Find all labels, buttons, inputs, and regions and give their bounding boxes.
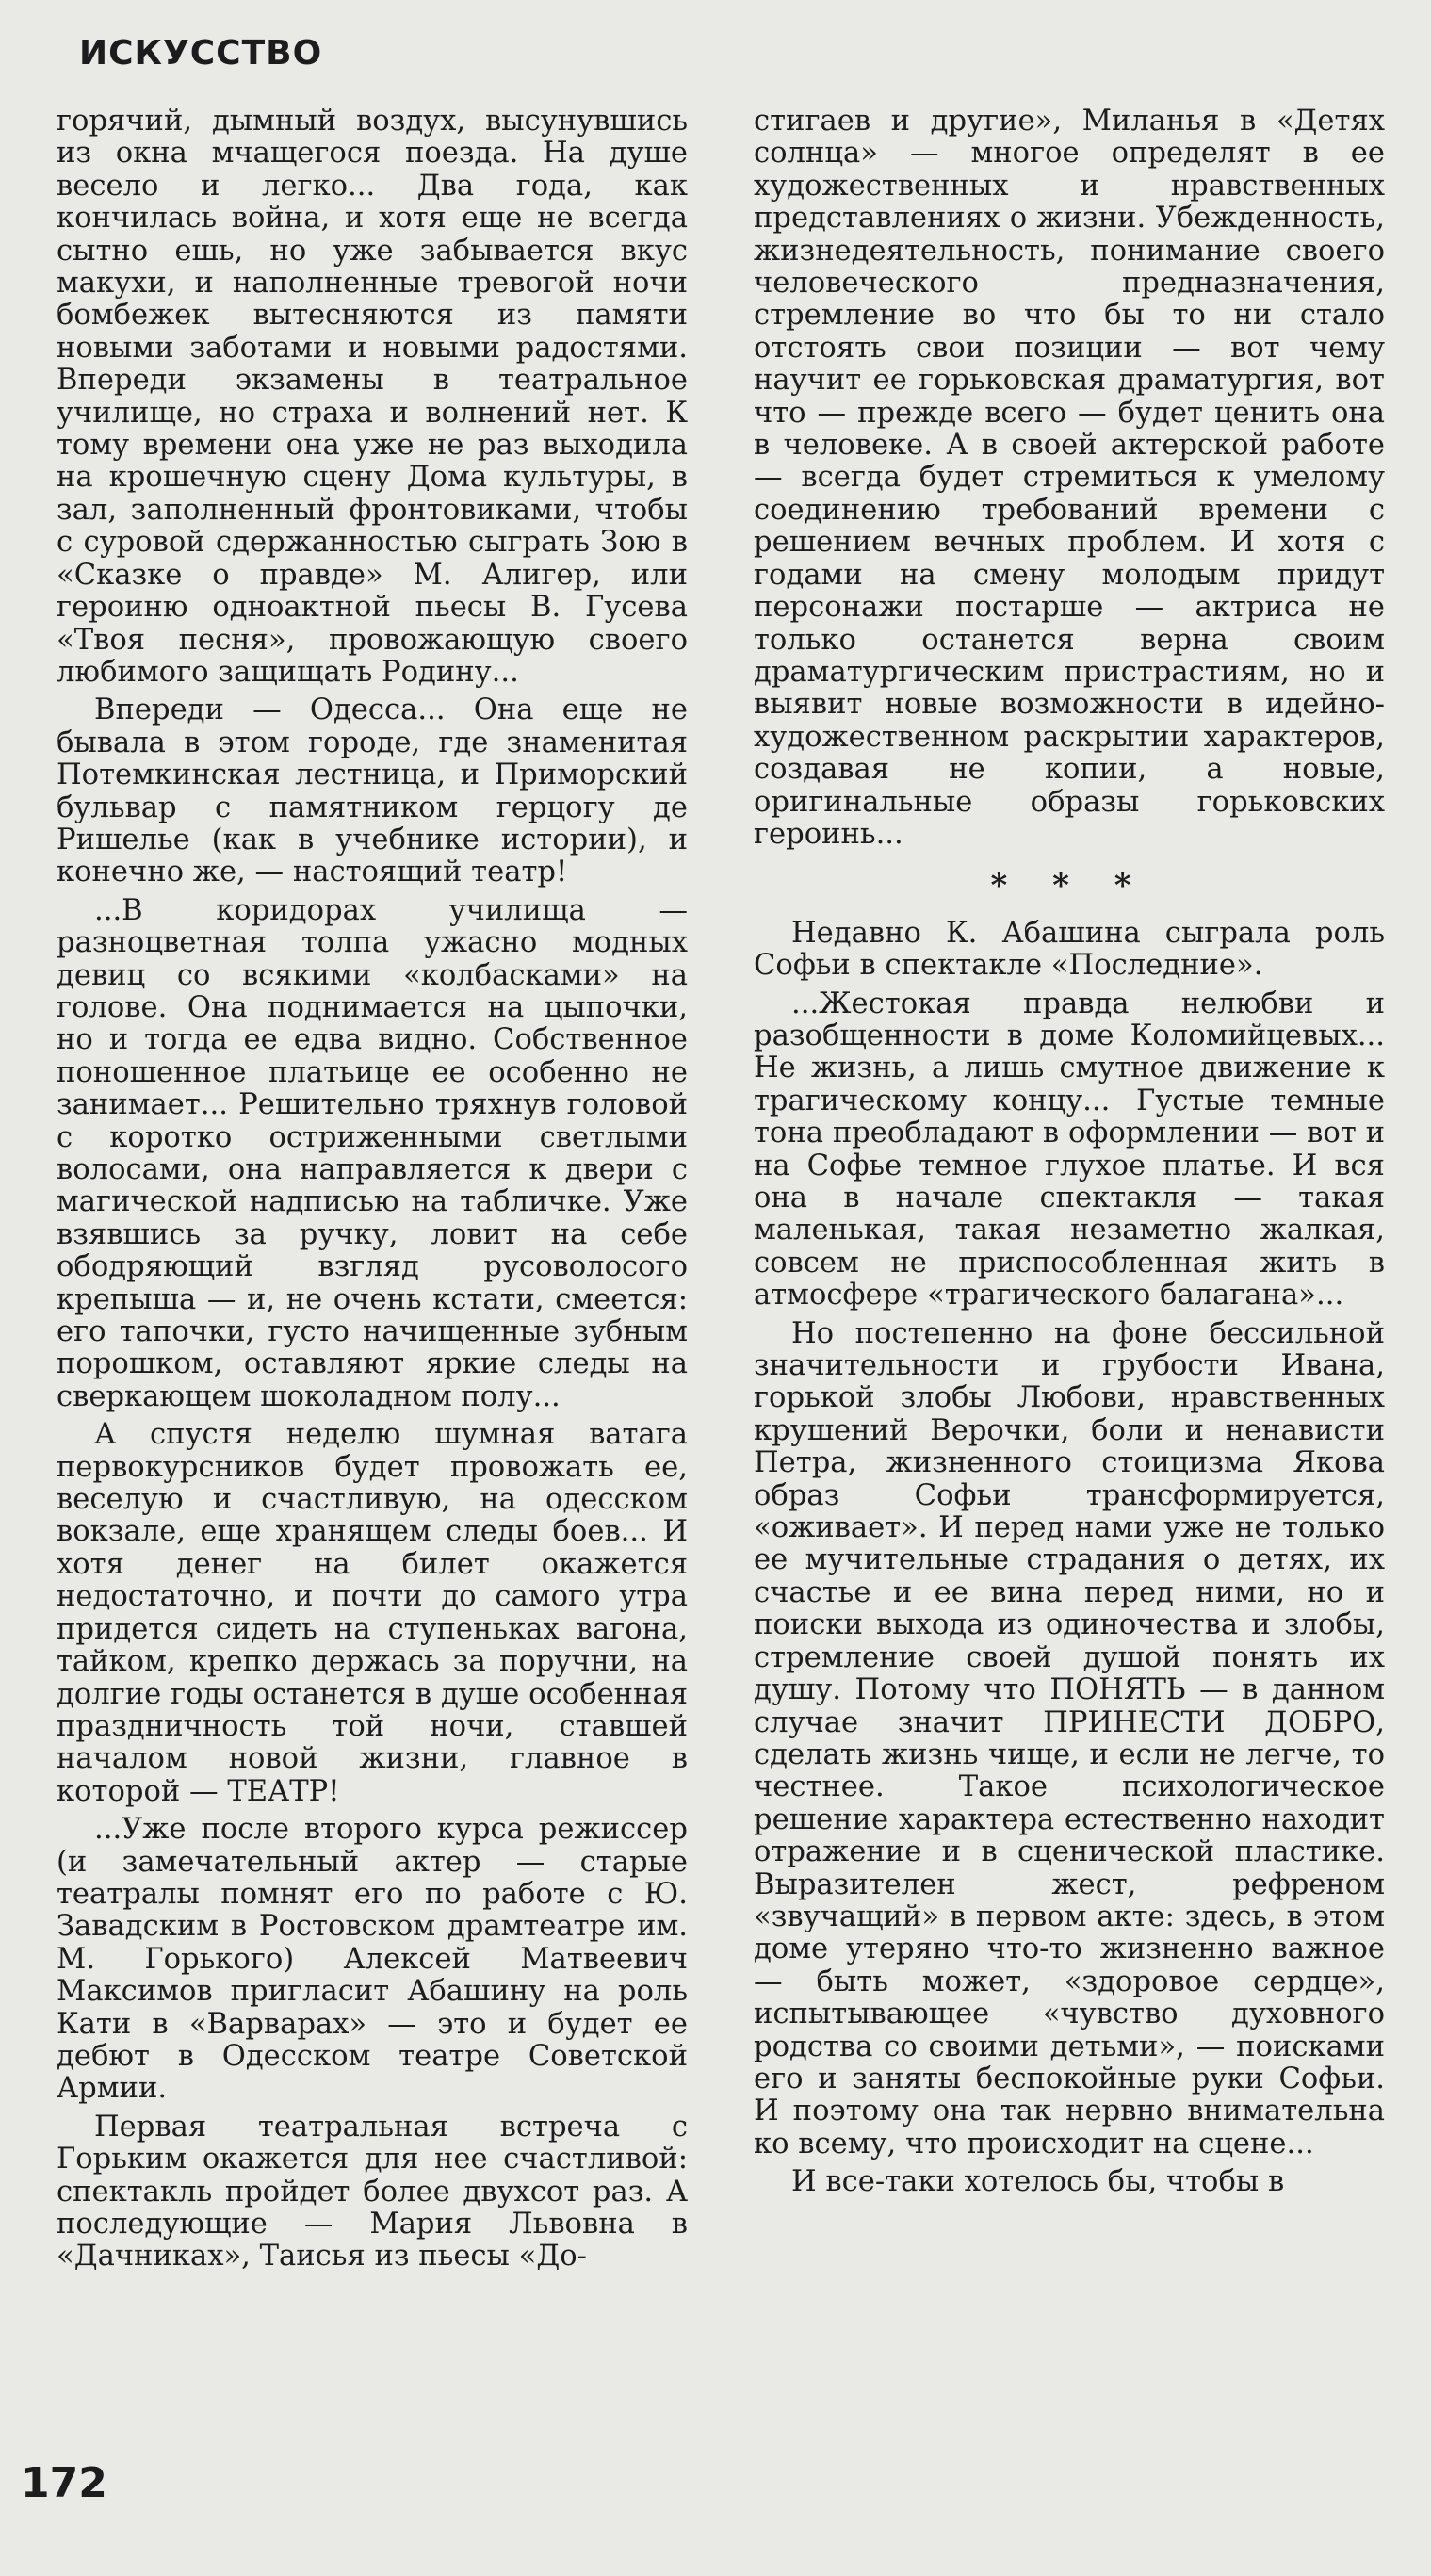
paragraph: И все-таки хотелось бы, чтобы в (791, 2165, 1285, 2199)
paragraph: А спустя неделю шумная ватага первокурсников будет провожать ее, веселую и счастливую, на одесском вокзале, еще хранящем следы боев... И хотя денег на билет окажется недостаточно, и почти до самого утра придется сидеть на ступеньках вагона, тайком, крепко держась за поручни, на долгие годы останется в душе особенная праздничность той ночи, ставшей началом новой жизни, главное в которой — ТЕАТР! (57, 1418, 688, 1808)
paragraph: Впереди — Одесса... Она еще не бывала в этом городе, где знаменитая Потемкинская лестница, и Приморский бульвар с памятником герцогу де Ришелье (как в учебнике истории), и конечно же, — настоящий театр! (57, 693, 688, 889)
paragraph: Но постепенно на фоне бессильной значительности и грубости Ивана, горькой злобы Любови, нравственных крушений Верочки, боли и ненависти Петра, жизненного стоицизма Якова образ Софьи трансформируется, «оживает». И перед нами уже не только ее мучительные страдания о детях, их счастье и ее вина перед ними, но и поиски выхода из одиночества и злобы, стремление своей душой понять их душу. Потому что ПОНЯТЬ — в данном случае значит ПРИНЕСТИ ДОБРО, сделать жизнь чище, и если не легче, то честнее. Такое психологическое решение характера естественно находит отражение и в сценической пластике. Выразителен жест, рефреном «звучащий» в первом акте: здесь, в этом доме утеряно что-то жизненно важное — быть может, «здоровое сердце», испытывающее «чувство духовного родства со своими детьми», — поисками его и заняты беспокойные руки Софьи. И поэтому она так нервно внимательна ко всему, что происходит на сцене... (754, 1316, 1385, 2160)
paragraph: Недавно К. Абашина сыграла роль Софьи в спектакле «Последние». (754, 916, 1385, 983)
paragraph: ...Уже после второго курса режиссер (и замечательный актер — старые театралы помнят его по работе с Ю. Завадским в Ростовском драмтеатре им. М. Горького) Алексей Матвеевич Максимов пригласит Абашину на роль Кати в «Варварах» — это и будет ее дебют в Одесском театре Советской Армии. (57, 1813, 688, 2106)
section-divider: * * * (990, 867, 1148, 905)
paragraph: Первая театральная встреча с Горьким окажется для нее счастливой: спектакль пройдет более двухсот раз. А последующие — Мария Львовна в «Дачниках», Таисья из пьесы «До- (57, 2110, 688, 2274)
right-column (754, 106, 1385, 2205)
paragraph: ...В коридорах училища — разноцветная толпа ужасно модных девиц со всякими «колбасками» на голове. Она поднимается на цыпочки, но и тогда ее едва видно. Собственное поношенное платьице ее особенно не занимает... Решительно тряхнув головой с коротко остриженными светлыми волосами, она направляется к двери с магической надписью на табличке. Уже взявшись за ручку, ловит на себе ободряющий взгляд русоволосого крепыша — и, не очень кстати, смеется: его тапочки, густо начищенные зубным порошком, оставляют яркие следы на сверкающем шоколадном полу... (57, 893, 688, 1413)
left-column (57, 106, 688, 2279)
section-heading: ИСКУССТВО (79, 34, 323, 73)
paragraph: ...Жестокая правда нелюбви и разобщенности в доме Коломийцевых... Не жизнь, а лишь смутное движение к трагическому концу... Густые темные тона преобладают в оформлении — вот и на Софье темное глухое платье. И вся она в начале спектакля — такая маленькая, такая незаметно жалкая, совсем не приспособленная жить в атмосфере «трагического балагана»... (754, 986, 1385, 1312)
paragraph: стигаев и другие», Миланья в «Детях солнца» — многое определят в ее художественных и нравственных представлениях о жизни. Убежденность, жизнедеятельность, понимание своего человеческого предназначения, стремление во что бы то ни стало отстоять свои позиции — вот чему научит ее горьковская драматургия, вот что — прежде всего — будет ценить она в человеке. А в своей актерской работе — всегда будет стремиться к умелому соединению требований времени с решением вечных проблем. И хотя с годами на смену молодым придут персонажи постарше — актриса не только останется верна своим драматургическим пристрастиям, но и выявит новые возможности в идейно-художественном раскрытии характеров, создавая не копии, а новые, оригинальные образы горьковских героинь... (754, 105, 1385, 851)
paragraph: горячий, дымный воздух, высунувшись из окна мчащегося поезда. На душе весело и легко... Два года, как кончилась война, и хотя еще не всегда сытно ешь, но уже забывается вкус макухи, и наполненные тревогой ночи бомбежек вытесняются из памяти новыми заботами и новыми радостями. Впереди экзамены в театральное училище, но страха и волнений нет. К тому времени она уже не раз выходила на крошечную сцену Дома культуры, в зал, заполненный фронтовиками, чтобы с суровой сдержанностью сыграть Зою в «Сказке о правде» М. Алигер, или героиню одноактной пьесы В. Гусева «Твоя песня», провожающую своего любимого защищать Родину... (57, 105, 688, 689)
page-number: 172 (21, 2459, 107, 2507)
